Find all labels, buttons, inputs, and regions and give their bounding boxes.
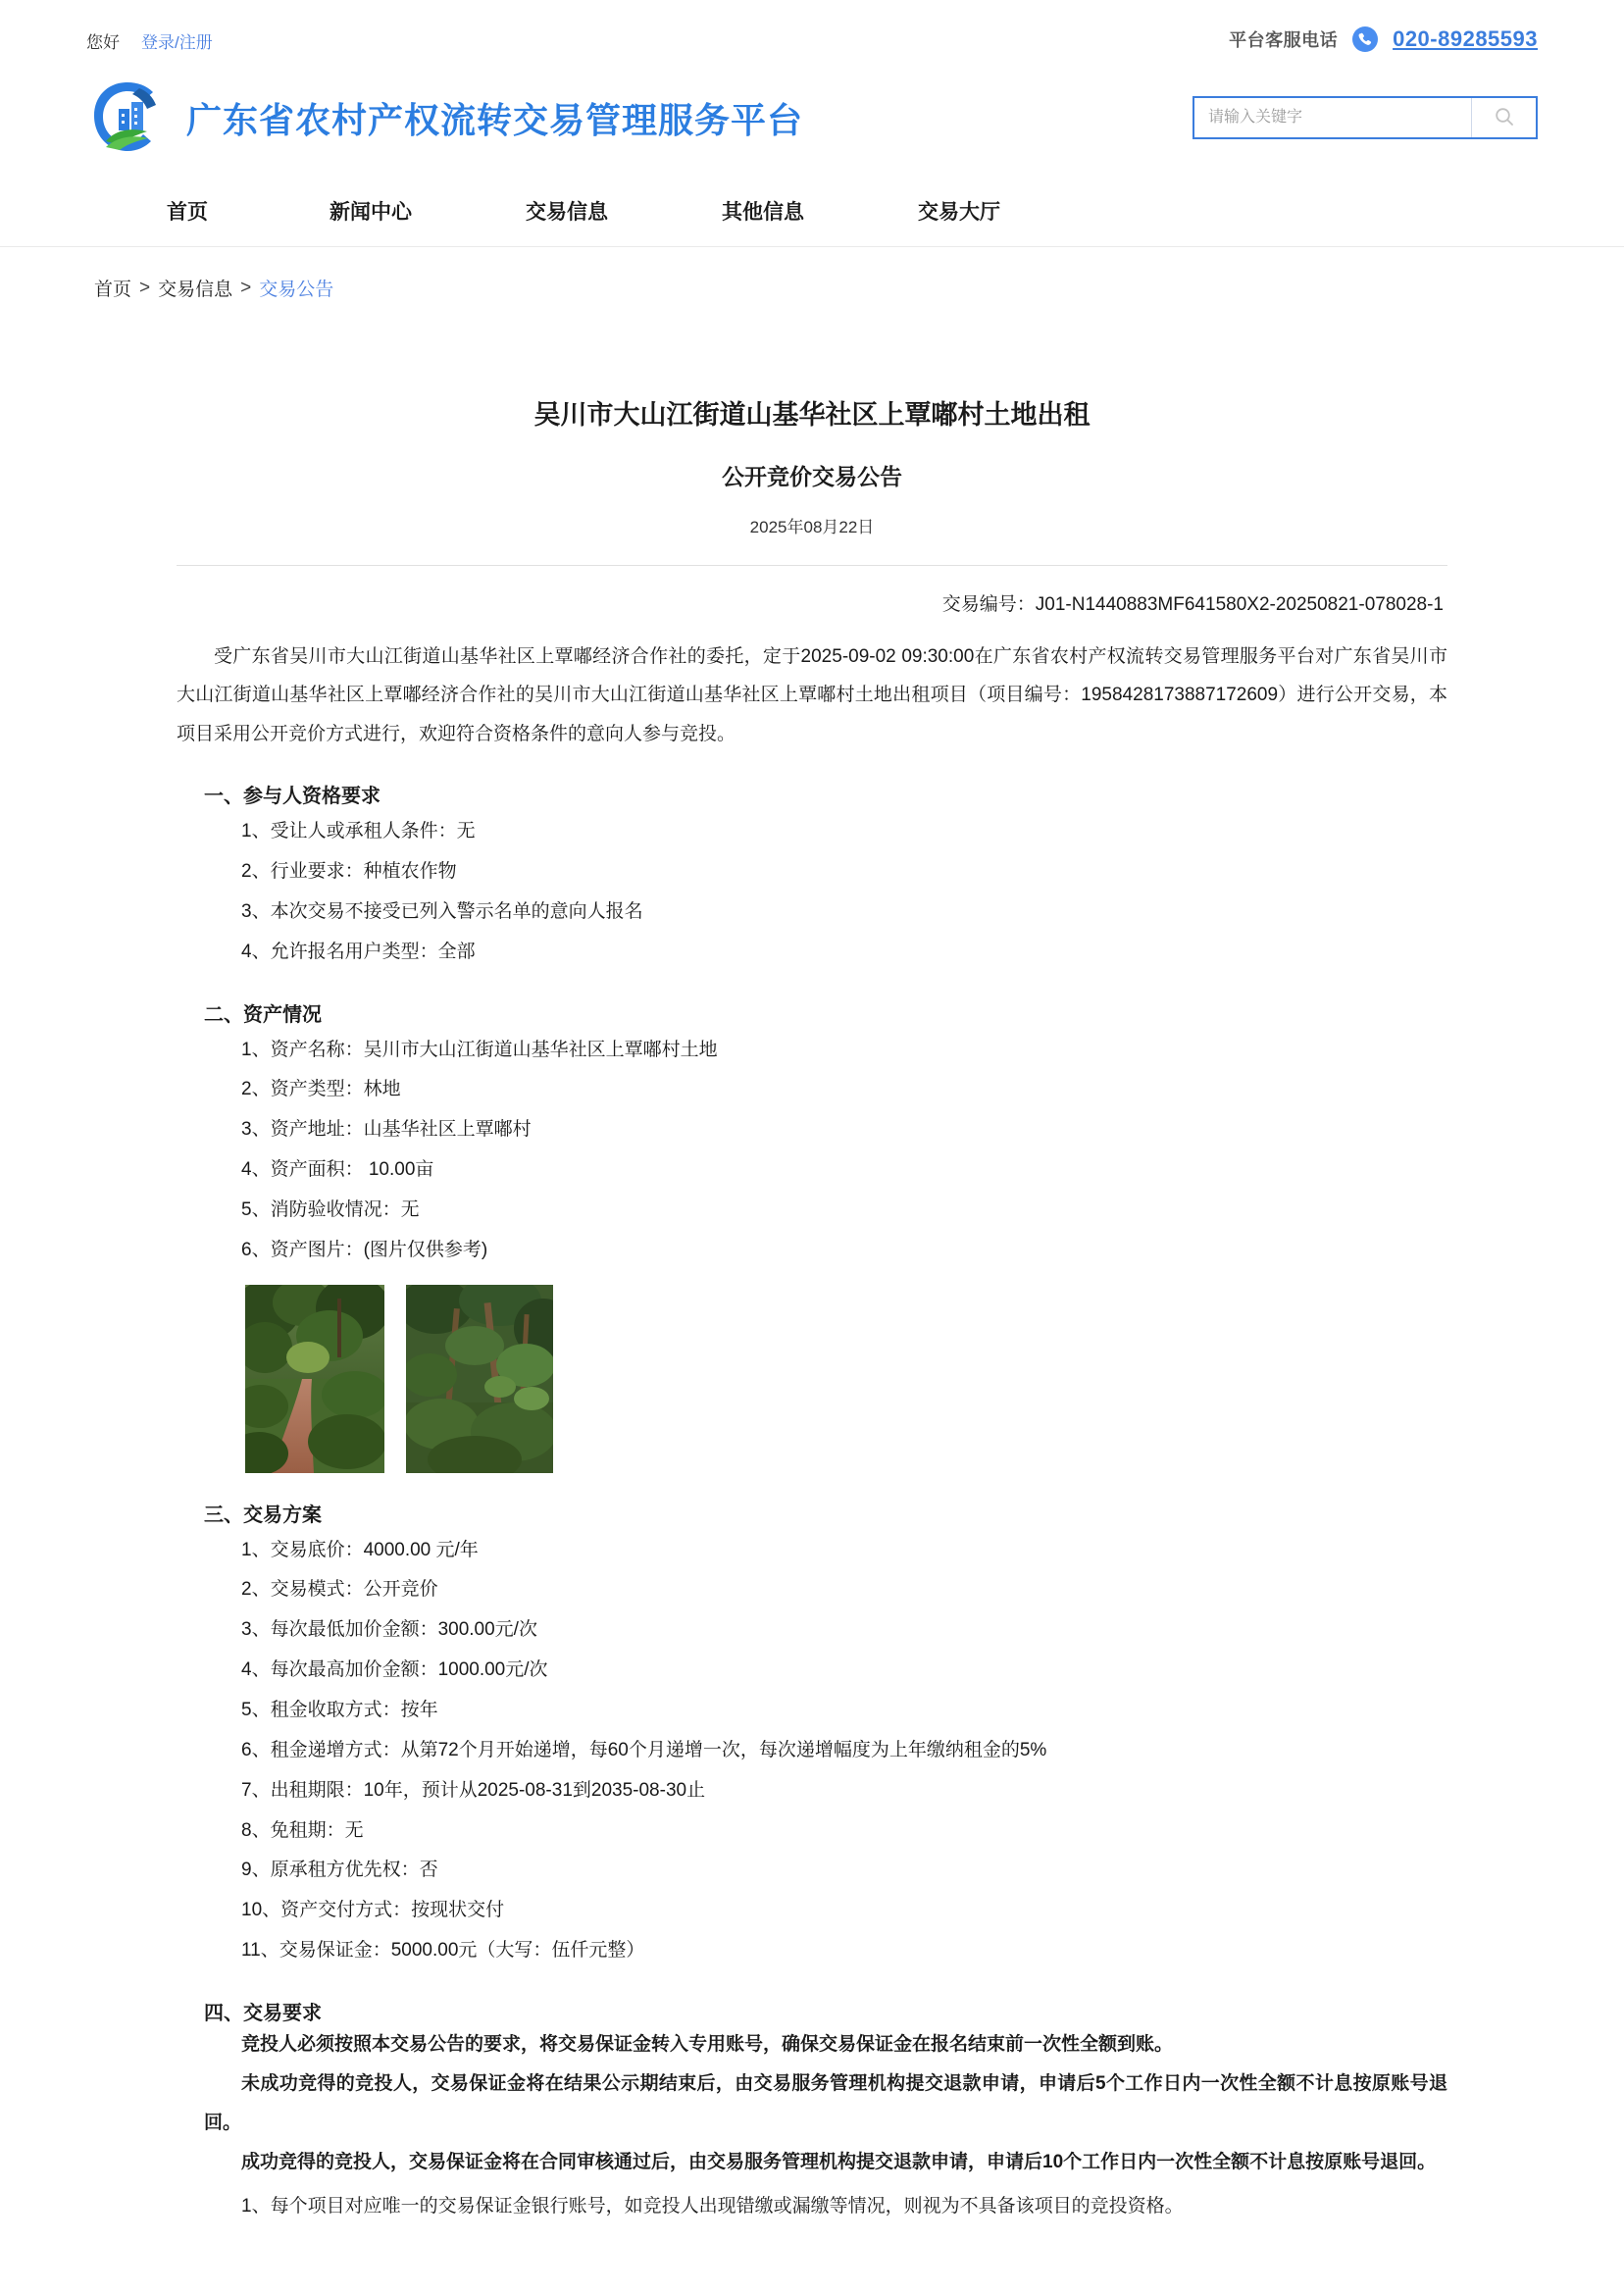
site-search[interactable] bbox=[1193, 96, 1538, 139]
deal-number-label: 交易编号： bbox=[941, 593, 1036, 615]
requirement-paragraph-1: 竞投人必须按照本交易公告的要求，将交易保证金转入专用账号，确保交易保证金在报名结束前一次性全额到账。 bbox=[241, 2033, 1174, 2055]
search-button[interactable] bbox=[1471, 98, 1536, 137]
section-list-2 bbox=[177, 1031, 1447, 1271]
announcement-article bbox=[177, 301, 1447, 2227]
section-heading-2: 二、资产情况 bbox=[204, 1003, 322, 1026]
asset-photo-1[interactable] bbox=[245, 1285, 384, 1473]
top-utility-left bbox=[86, 28, 213, 53]
login-register-link[interactable]: 登录/注册 bbox=[141, 33, 213, 52]
list-item: 1、交易底价：4000.00 元/年 bbox=[241, 1539, 479, 1560]
list-item: 2、交易模式：公开竞价 bbox=[241, 1579, 438, 1601]
page-title: 吴川市大山江街道山基华社区上覃嘟村土地出租 bbox=[533, 400, 1091, 430]
list-item: 5、租金收取方式：按年 bbox=[241, 1699, 438, 1720]
section-list-1 bbox=[177, 812, 1447, 972]
site-header bbox=[0, 61, 1624, 175]
breadcrumb-separator-2: > bbox=[240, 277, 252, 298]
breadcrumb-separator-1: > bbox=[139, 277, 151, 298]
list-item: 11、交易保证金：5000.00元（大写：伍仟元整） bbox=[241, 1940, 645, 1962]
list-item: 6、租金递增方式：从第72个月开始递增，每60个月递增一次，每次递增幅度为上年缴纳租金的5% bbox=[241, 1739, 1047, 1760]
top-utility-right bbox=[1229, 25, 1538, 53]
service-phone-label: 平台客服电话 bbox=[1229, 30, 1339, 50]
list-item: 9、原承租方优先权：否 bbox=[241, 1860, 438, 1881]
search-input[interactable] bbox=[1194, 98, 1471, 137]
list-item: 2、行业要求：种植农作物 bbox=[241, 861, 457, 883]
list-item: 1、资产名称：吴川市大山江街道山基华社区上覃嘟村土地 bbox=[241, 1039, 718, 1060]
search-icon bbox=[1494, 106, 1515, 130]
title-divider bbox=[177, 565, 1447, 566]
nav-item-news[interactable]: 新闻中心 bbox=[330, 200, 412, 224]
breadcrumb-item-current: 交易公告 bbox=[259, 280, 334, 300]
list-item: 6、资产图片：(图片仅供参考) bbox=[241, 1239, 488, 1260]
publish-date: 2025年08月22日 bbox=[749, 517, 875, 536]
asset-photo-2[interactable] bbox=[406, 1285, 553, 1473]
breadcrumb-item-trade-info[interactable]: 交易信息 bbox=[158, 280, 233, 300]
nav-item-other-info[interactable]: 其他信息 bbox=[722, 200, 804, 224]
nav-item-trade-info[interactable]: 交易信息 bbox=[526, 200, 608, 224]
page-subtitle: 公开竞价交易公告 bbox=[722, 463, 902, 489]
list-item: 3、本次交易不接受已列入警示名单的意向人报名 bbox=[241, 900, 643, 922]
list-item: 3、每次最低加价金额：300.00元/次 bbox=[241, 1619, 537, 1641]
breadcrumb-item-home[interactable]: 首页 bbox=[94, 280, 132, 300]
nav-item-home[interactable]: 首页 bbox=[167, 200, 208, 224]
greeting-text: 您好 bbox=[86, 33, 120, 52]
list-item: 4、每次最高加价金额：1000.00元/次 bbox=[241, 1659, 548, 1681]
list-item: 7、出租期限：10年，预计从2025-08-31到2035-08-30止 bbox=[241, 1779, 706, 1801]
list-item: 3、资产地址：山基华社区上覃嘟村 bbox=[241, 1119, 532, 1141]
top-utility-bar bbox=[0, 0, 1624, 61]
list-item: 1、每个项目对应唯一的交易保证金银行账号，如竞投人出现错缴或漏缴等情况，则视为不具备该项目的竞投资格。 bbox=[241, 2196, 1184, 2218]
section-list-4 bbox=[177, 2187, 1447, 2227]
requirement-paragraph-3: 成功竞得的竞投人，交易保证金将在合同审核通过后，由交易服务管理机构提交退款申请，申请后10个工作日内一次性全额不计息按原账号退回。 bbox=[241, 2151, 1437, 2172]
section-heading-4: 四、交易要求 bbox=[204, 2002, 322, 2024]
section-heading-3: 三、交易方案 bbox=[204, 1504, 322, 1526]
asset-photo-gallery bbox=[177, 1285, 1447, 1473]
requirement-paragraph-2: 未成功竞得的竞投人，交易保证金将在结果公示期结束后，由交易服务管理机构提交退款申请，申请后5个工作日内一次性全额不计息按原账号退回。 bbox=[204, 2072, 1447, 2133]
lead-paragraph: 受广东省吴川市大山江街道山基华社区上覃嘟经济合作社的委托，定于2025-09-02 09:30:00在广东省农村产权流转交易管理服务平台对广东省吴川市大山江街道山基华社区上覃嘟经济合作社的吴川市大山江街道山基华社区上覃嘟村土地出租项目（项目编号：1958428173887172609）进行公开交易，本项目采用公开竞价方式进行，欢迎符合资格条件的意向人参与竞投。 bbox=[177, 645, 1447, 745]
main-navigation bbox=[0, 175, 1624, 247]
brand-title: 广东省农村产权流转交易管理服务平台 bbox=[186, 99, 804, 140]
section-heading-1: 一、参与人资格要求 bbox=[204, 786, 381, 808]
deal-number-line bbox=[177, 589, 1447, 616]
list-item: 2、资产类型：林地 bbox=[241, 1079, 401, 1100]
platform-logo-icon bbox=[86, 76, 169, 159]
list-item: 8、免租期：无 bbox=[241, 1819, 364, 1841]
section-list-3 bbox=[177, 1531, 1447, 1971]
deal-number-value: J01-N1440883MF641580X2-20250821-078028-1 bbox=[1035, 593, 1444, 615]
phone-icon bbox=[1351, 25, 1379, 53]
nav-items bbox=[86, 196, 1067, 226]
list-item: 10、资产交付方式：按现状交付 bbox=[241, 1900, 505, 1921]
list-item: 4、资产面积： 10.00亩 bbox=[241, 1159, 434, 1181]
list-item: 5、消防验收情况：无 bbox=[241, 1198, 420, 1220]
service-phone-number[interactable]: 020-89285593 bbox=[1393, 26, 1538, 51]
nav-item-trade-hall[interactable]: 交易大厅 bbox=[918, 200, 1000, 224]
list-item: 4、允许报名用户类型：全部 bbox=[241, 941, 476, 962]
brand-block[interactable] bbox=[86, 76, 803, 159]
list-item: 1、受让人或承租人条件：无 bbox=[241, 821, 476, 842]
breadcrumb bbox=[0, 247, 1624, 301]
